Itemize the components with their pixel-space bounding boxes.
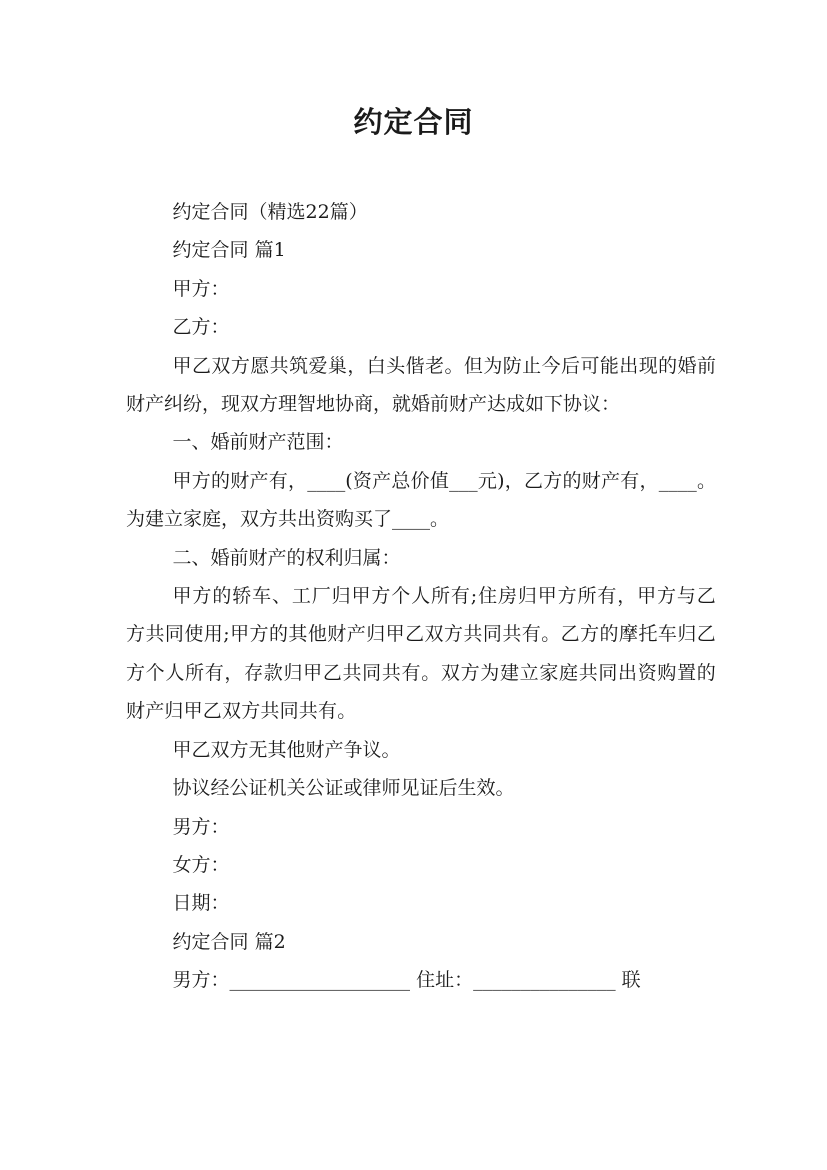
paragraph-male-sign: 男方：	[172, 815, 230, 838]
paragraph-no-dispute: 甲乙双方无其他财产争议。	[172, 738, 401, 761]
paragraph-party-a: 甲方：	[172, 277, 230, 300]
paragraph-subtitle: 约定合同（精选22篇）	[172, 201, 368, 223]
paragraph-section-heading: 约定合同 篇1	[172, 239, 286, 262]
paragraph-intro: 甲乙双方愿共筑爱巢，白头偕老。但为防止今后可能出现的婚前财产纠纷，现双方理智地协商，就婚前财产达成如下协议：	[126, 354, 716, 416]
paragraph-male-address: 男方：___________________ 住址：_______________ 联	[172, 969, 641, 992]
paragraph-clause-1-heading: 一、婚前财产范围：	[172, 431, 344, 454]
paragraph-effective: 协议经公证机关公证或律师见证后生效。	[172, 777, 515, 800]
paragraph-party-b: 乙方：	[172, 316, 230, 339]
paragraph-clause-2-body: 甲方的轿车、工厂归甲方个人所有;住房归甲方所有，甲方与乙方共同使用;甲方的其他财产归甲乙双方共同共有。乙方的摩托车归乙方个人所有，存款归甲乙共同共有。双方为建立家庭共同出资购置的财产归甲乙双方共同共有。	[126, 585, 716, 723]
paragraph-section-heading-2: 约定合同 篇2	[172, 930, 286, 953]
paragraph-female-sign: 女方：	[172, 853, 230, 876]
paragraph-date: 日期：	[172, 892, 230, 915]
paragraph-clause-2-heading: 二、婚前财产的权利归属：	[172, 546, 401, 569]
document-body	[126, 193, 716, 1000]
paragraph-clause-1-body: 甲方的财产有，____(资产总价值___元)，乙方的财产有，____。为建立家庭，双方共出资购买了____。	[126, 469, 716, 531]
document-title: 约定合同	[353, 105, 474, 139]
